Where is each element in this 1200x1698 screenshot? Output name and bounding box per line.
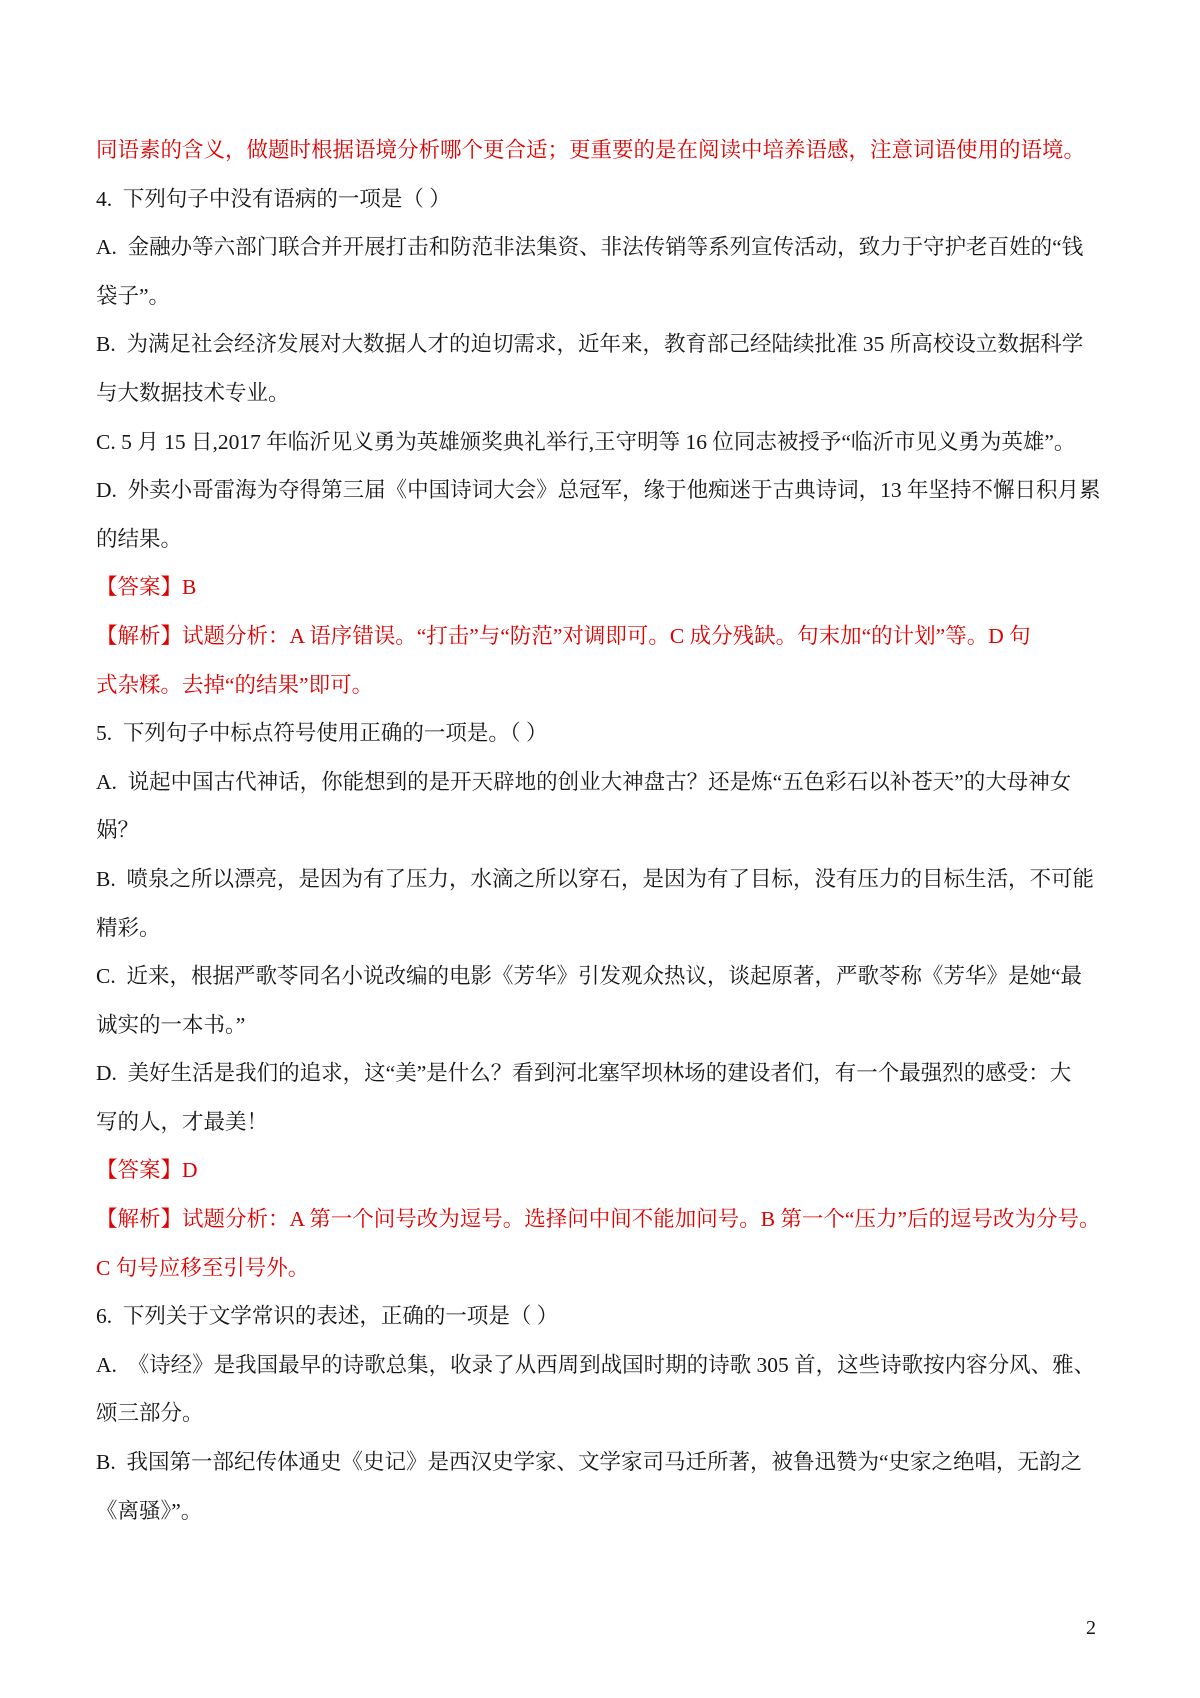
text-line: 写的人，才最美！ [96, 1109, 269, 1134]
text-line: 袋子”。 [96, 283, 171, 308]
text-line: D. 外卖小哥雷海为夺得第三届《中国诗词大会》总冠军，缘于他痴迷于古典诗词，13 年坚持不懈日积月累 [96, 478, 1101, 503]
text-line: 6. 下列关于文学常识的表述，正确的一项是（ ） [96, 1304, 559, 1329]
text-line: 5. 下列句子中标点符号使用正确的一项是。（ ） [96, 721, 548, 746]
text-line: A. 说起中国古代神话，你能想到的是开天辟地的创业大神盘古？还是炼“五色彩石以补苍天”的大母神女 [96, 769, 1072, 794]
text-line: 的结果。 [96, 526, 183, 551]
text-line: 颂三部分。 [96, 1401, 204, 1426]
text-line: 诚实的一本书。” [96, 1012, 246, 1037]
text-line: 【答案】D [96, 1158, 198, 1183]
text-line: 《离骚》”。 [96, 1498, 203, 1523]
text-line: A. 金融办等六部门联合并开展打击和防范非法集资、非法传销等系列宣传活动，致力于守护老百姓的“钱 [96, 235, 1084, 260]
document-lines [96, 126, 1108, 1535]
text-line: 4. 下列句子中没有语病的一项是（ ） [96, 186, 451, 211]
text-line: 式杂糅。去掉“的结果”即可。 [96, 672, 374, 697]
text-line: B. 为满足社会经济发展对大数据人才的迫切需求，近年来，教育部己经陆续批准 35 所高校设立数据科学 [96, 332, 1084, 357]
text-line: 与大数据技术专业。 [96, 380, 290, 405]
text-line: A. 《诗经》是我国最早的诗歌总集，收录了从西周到战国时期的诗歌 305 首，这些诗歌按内容分风、雅、 [96, 1352, 1096, 1377]
text-line: C. 5 月 15 日,2017 年临沂见义勇为英雄颁奖典礼举行,王守明等 16 位同志被授予“临沂市见义勇为英雄”。 [96, 429, 1076, 454]
text-line: B. 喷泉之所以漂亮，是因为有了压力，水滴之所以穿石，是因为有了目标，没有压力的目标生活，不可能 [96, 866, 1094, 891]
text-line: B. 我国第一部纪传体通史《史记》是西汉史学家、文学家司马迁所著，被鲁迅赞为“史家之绝唱，无韵之 [96, 1450, 1083, 1475]
text-line: 【答案】B [96, 575, 197, 600]
text-line: 娲？ [96, 818, 140, 843]
text-line: 同语素的含义，做题时根据语境分析哪个更合适；更重要的是在阅读中培养语感，注意词语使用的语境。 [96, 138, 1086, 162]
text-line: 【解析】试题分析：A 语序错误。“打击”与“防范”对调即可。C 成分残缺。句末加“的计划”等。D 句 [96, 623, 1031, 648]
page-number: 2 [1086, 1617, 1096, 1639]
text-line: D. 美好生活是我们的追求，这“美”是什么？看到河北塞罕坝林场的建设者们，有一个最强烈的感受：大 [96, 1061, 1072, 1086]
text-line: 【解析】试题分析：A 第一个问号改为逗号。选择问中间不能加问号。B 第一个“压力”后的逗号改为分号。 [96, 1207, 1101, 1232]
text-line: C 句号应移至引号外。 [96, 1255, 310, 1280]
text-line: 精彩。 [96, 915, 161, 940]
text-line: C. 近来，根据严歌苓同名小说改编的电影《芳华》引发观众热议，谈起原著，严歌苓称《芳华》是她“最 [96, 964, 1083, 989]
